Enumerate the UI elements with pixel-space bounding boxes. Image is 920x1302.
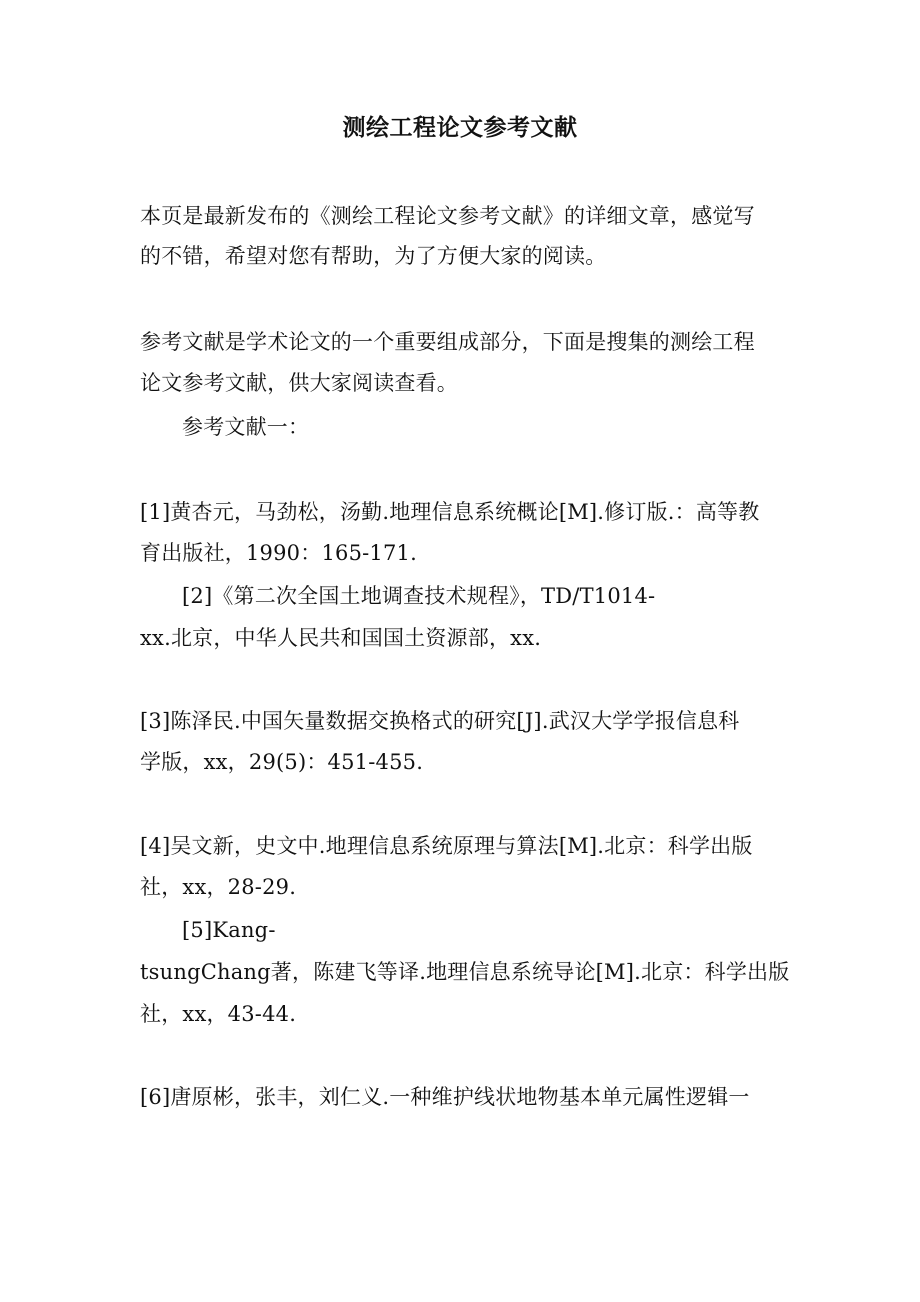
section-heading: 参考文献一： (182, 415, 310, 439)
reference-2-line-1: [2]《第二次全国土地调查技术规程》，TD/T1014- (182, 584, 656, 608)
document-title: 测绘工程论文参考文献 (342, 114, 578, 141)
paragraph-line-1: 参考文献是学术论文的一个重要组成部分，下面是搜集的测绘工程 (140, 330, 755, 354)
reference-5-line-1: [5]Kang- (182, 918, 276, 942)
reference-3-line-1: [3]陈泽民.中国矢量数据交换格式的研究[J].武汉大学学报信息科 (140, 709, 740, 733)
reference-5-line-2: tsungChang著，陈建飞等译.地理信息系统导论[M].北京：科学出版 (140, 960, 790, 984)
reference-5-line-3: 社，xx，43-44. (140, 1002, 297, 1026)
intro-line-2: 的不错，希望对您有帮助，为了方便大家的阅读。 (140, 244, 607, 268)
intro-line-1: 本页是最新发布的《测绘工程论文参考文献》的详细文章，感觉写 (140, 204, 755, 228)
reference-3-line-2: 学版，xx，29(5)：451-455. (140, 750, 424, 774)
reference-6-line-1: [6]唐原彬，张丰，刘仁义.一种维护线状地物基本单元属性逻辑一 (140, 1085, 750, 1109)
reference-4-line-2: 社，xx，28-29. (140, 875, 297, 899)
reference-2-line-2: xx.北京，中华人民共和国国土资源部，xx. (140, 626, 542, 650)
reference-1-line-2: 育出版社，1990：165-171. (140, 541, 417, 565)
reference-4-line-1: [4]吴文新，史文中.地理信息系统原理与算法[M].北京：科学出版 (140, 834, 753, 858)
paragraph-line-2: 论文参考文献，供大家阅读查看。 (140, 371, 458, 395)
reference-1-line-1: [1]黄杏元，马劲松，汤勤.地理信息系统概论[M].修订版.：高等教 (140, 500, 760, 524)
